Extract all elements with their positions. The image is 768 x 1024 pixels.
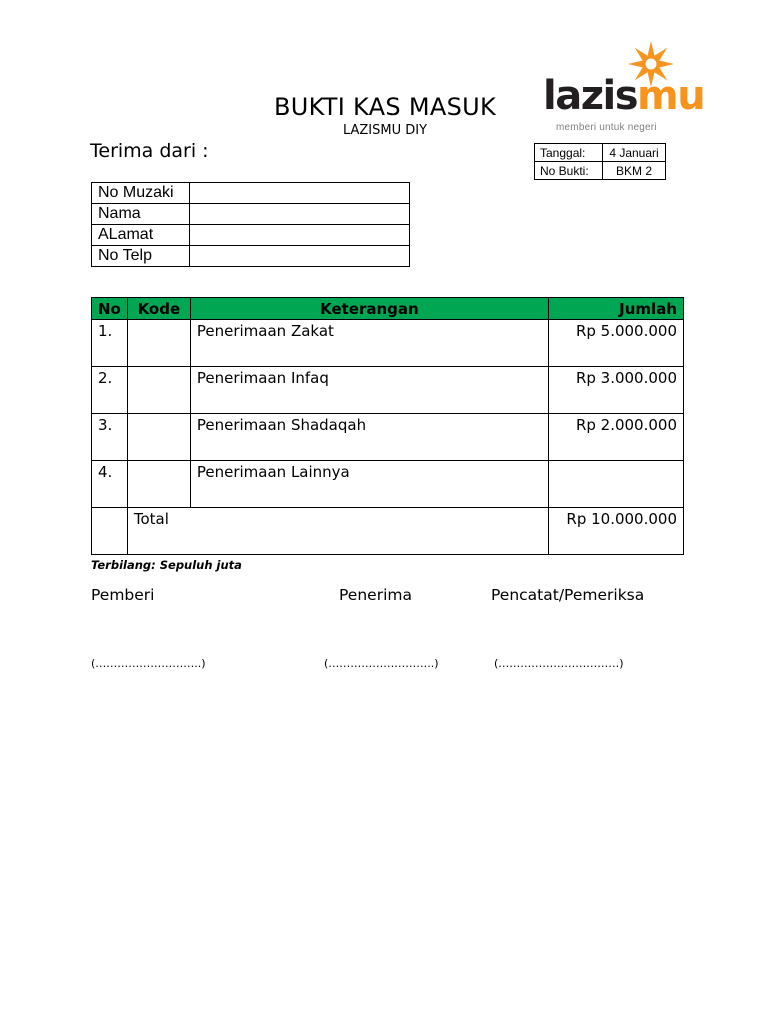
- total-value: Rp 10.000.000: [548, 508, 683, 555]
- header-kode: Kode: [127, 298, 190, 320]
- header-keterangan: Keterangan: [190, 298, 548, 320]
- total-no-cell: [92, 508, 128, 555]
- pemberi-signature-line: (………………………..): [91, 657, 206, 670]
- identity-value: [190, 204, 410, 225]
- document-title: BUKTI KAS MASUK: [273, 93, 497, 121]
- row-no: 3.: [92, 414, 128, 461]
- identity-label: No Muzaki: [92, 183, 190, 204]
- pencatat-signature-line: (……………………………): [494, 657, 624, 670]
- table-row: [92, 414, 684, 461]
- header-no: No: [92, 298, 128, 320]
- row-keterangan: Penerimaan Zakat: [190, 320, 548, 367]
- logo-word-accent: mu: [637, 73, 705, 119]
- terima-dari-label: Terima dari :: [90, 140, 209, 162]
- row-no: 4.: [92, 461, 128, 508]
- pemberi-label: Pemberi: [91, 586, 155, 604]
- row-kode: [127, 367, 190, 414]
- identity-row: [92, 246, 410, 267]
- row-keterangan: Penerimaan Shadaqah: [190, 414, 548, 461]
- identity-label: No Telp: [92, 246, 190, 267]
- pencatat-label: Pencatat/Pemeriksa: [491, 586, 645, 604]
- row-jumlah: [548, 461, 683, 508]
- logo-tagline: memberi untuk negeri: [556, 122, 657, 133]
- logo-wordmark: [543, 73, 705, 119]
- row-keterangan: Penerimaan Infaq: [190, 367, 548, 414]
- info-table: [534, 143, 666, 180]
- row-no: 2.: [92, 367, 128, 414]
- row-jumlah: Rp 2.000.000: [548, 414, 683, 461]
- identity-row: [92, 183, 410, 204]
- row-kode: [127, 461, 190, 508]
- row-kode: [127, 320, 190, 367]
- row-no: 1.: [92, 320, 128, 367]
- terbilang-text: Terbilang: Sepuluh juta: [91, 558, 242, 572]
- tanggal-row: [535, 144, 666, 162]
- total-label: Total: [127, 508, 548, 555]
- row-kode: [127, 414, 190, 461]
- penerima-label: Penerima: [339, 586, 412, 604]
- identity-label: Nama: [92, 204, 190, 225]
- lazismu-logo: [543, 40, 705, 135]
- document-subtitle: LAZISMU DIY: [342, 123, 428, 138]
- penerima-signature-line: (………………………..): [324, 657, 439, 670]
- row-keterangan: Penerimaan Lainnya: [190, 461, 548, 508]
- nobukti-value: BKM 2: [603, 162, 666, 180]
- table-header-row: [92, 298, 684, 320]
- total-row: [92, 508, 684, 555]
- identity-label: ALamat: [92, 225, 190, 246]
- nobukti-row: [535, 162, 666, 180]
- identity-row: [92, 204, 410, 225]
- identity-table: [91, 182, 410, 267]
- header-jumlah: Jumlah: [548, 298, 683, 320]
- identity-value: [190, 246, 410, 267]
- table-row: [92, 367, 684, 414]
- identity-value: [190, 183, 410, 204]
- receipt-table: [91, 297, 684, 555]
- row-jumlah: Rp 3.000.000: [548, 367, 683, 414]
- identity-row: [92, 225, 410, 246]
- tanggal-label: Tanggal:: [535, 144, 603, 162]
- identity-value: [190, 225, 410, 246]
- logo-word-dark: lazis: [543, 73, 638, 119]
- row-jumlah: Rp 5.000.000: [548, 320, 683, 367]
- nobukti-label: No Bukti:: [535, 162, 603, 180]
- table-row: [92, 461, 684, 508]
- tanggal-value: 4 Januari: [603, 144, 666, 162]
- table-row: [92, 320, 684, 367]
